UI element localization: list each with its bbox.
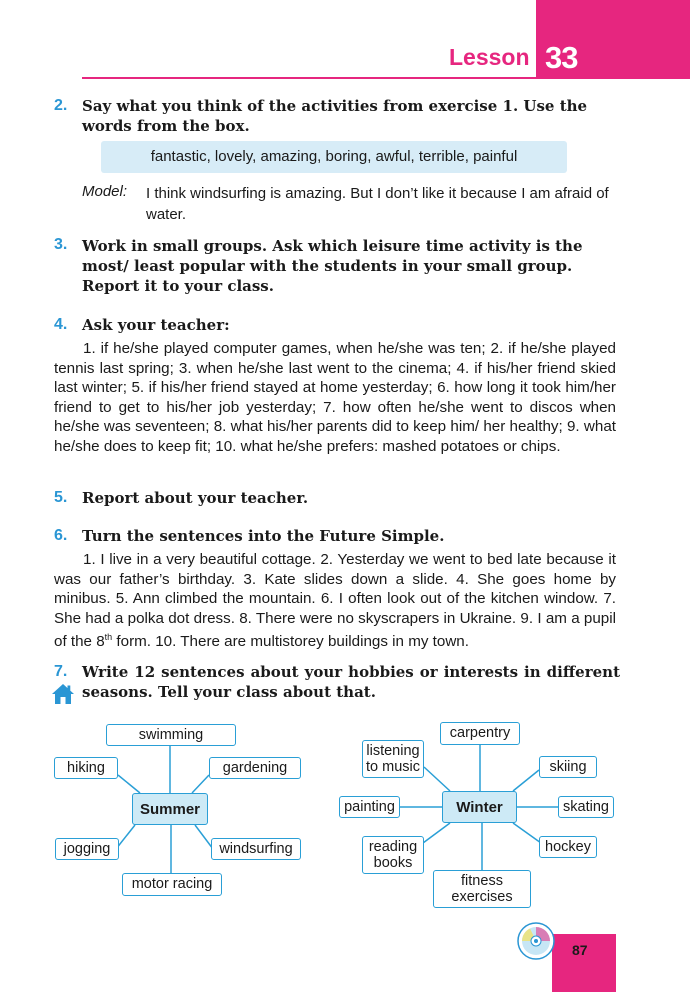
node-line: reading xyxy=(368,839,418,855)
model-label: Model: xyxy=(82,183,128,200)
node-jogging: jogging xyxy=(55,838,119,860)
node-fitness-exercises xyxy=(433,870,531,908)
node-line: books xyxy=(373,855,413,871)
node-listening-to-music xyxy=(362,740,424,778)
exercise-number: 4. xyxy=(54,316,68,333)
node-hiking: hiking xyxy=(54,757,118,779)
exercise-number: 7. xyxy=(54,663,68,680)
exercise-title: Ask your teacher: xyxy=(82,316,230,334)
exercise-text-part: form. 10. There are multistorey buildings in my town. xyxy=(112,633,469,651)
house-icon xyxy=(51,683,75,705)
node-carpentry: carpentry xyxy=(440,722,520,745)
node-skating: skating xyxy=(558,796,614,818)
exercise-number: 6. xyxy=(54,527,68,544)
node-line: to music xyxy=(366,759,420,775)
exercise-title: Work in small groups. Ask which leisure time activity is the most/ least popular with the students in your small group. Report it to your class. xyxy=(82,237,583,295)
page-number: 87 xyxy=(572,942,588,958)
exercise-title: Write 12 sentences about your hobbies or interests in different seasons. Tell your class about that. xyxy=(82,663,620,701)
exercise-number: 2. xyxy=(54,97,68,114)
header-divider xyxy=(82,77,536,79)
node-line: fitness xyxy=(461,873,503,889)
lesson-number: 33 xyxy=(545,40,578,75)
node-painting: painting xyxy=(339,796,400,818)
exercise-title: Report about your teacher. xyxy=(82,489,309,507)
word-box: fantastic, lovely, amazing, boring, awful, terrible, painful xyxy=(101,141,567,173)
node-windsurfing: windsurfing xyxy=(211,838,301,860)
winter-hub: Winter xyxy=(442,791,517,823)
node-hockey: hockey xyxy=(539,836,597,858)
exercise-title: Say what you think of the activities from exercise 1. Use the words from the box. xyxy=(82,97,588,135)
exercise-number: 3. xyxy=(54,236,68,253)
exercise-number: 5. xyxy=(54,489,68,506)
model-text: I think windsurfing is amazing. But I don’t like it because I am afraid of water. xyxy=(146,185,609,223)
cd-icon xyxy=(516,921,556,961)
node-gardening: gardening xyxy=(209,757,301,779)
exercise-text-part: 1. I live in a very beautiful cottage. 2. Yesterday we went to bed late because it was our father’s birthday. 3. Kate slides down a slide. 4. She goes home by minibus. 5. Ann climbed the mountain. 6. I often look out of the kitchen window. 7. She had a polka dot dress. 8. There were no skyscrapers in Ukraine. 9. I am a pupil of the 8 xyxy=(54,551,616,651)
exercise-text xyxy=(54,550,616,652)
node-line: exercises xyxy=(451,889,513,905)
node-swimming: swimming xyxy=(106,724,236,746)
node-skiing: skiing xyxy=(539,756,597,778)
node-reading-books xyxy=(362,836,424,874)
exercise-text: 1. if he/she played computer games, when he/she was ten; 2. if he/she played tennis last spring; 3. when he/she last went to the cinema; 4. if his/her friend skied last winter; 5. if his/her friend stayed at home yesterday; 6. how long it took him/her friend to get to his/her job yesterday; 7. how often he/she went to discos when he/she was seventeen; 8. what his/her parents did to keep him/ her healthy; 9. what he/she does to keep fit; 10. what he/she prefers: mashed potatoes or chips. xyxy=(54,340,616,455)
summer-hub: Summer xyxy=(132,793,208,825)
lesson-title: Lesson xyxy=(449,44,530,70)
node-motor-racing: motor racing xyxy=(122,873,222,896)
node-line: listening xyxy=(366,743,420,759)
exercise-title: Turn the sentences into the Future Simple. xyxy=(82,527,445,545)
superscript: th xyxy=(104,632,113,643)
